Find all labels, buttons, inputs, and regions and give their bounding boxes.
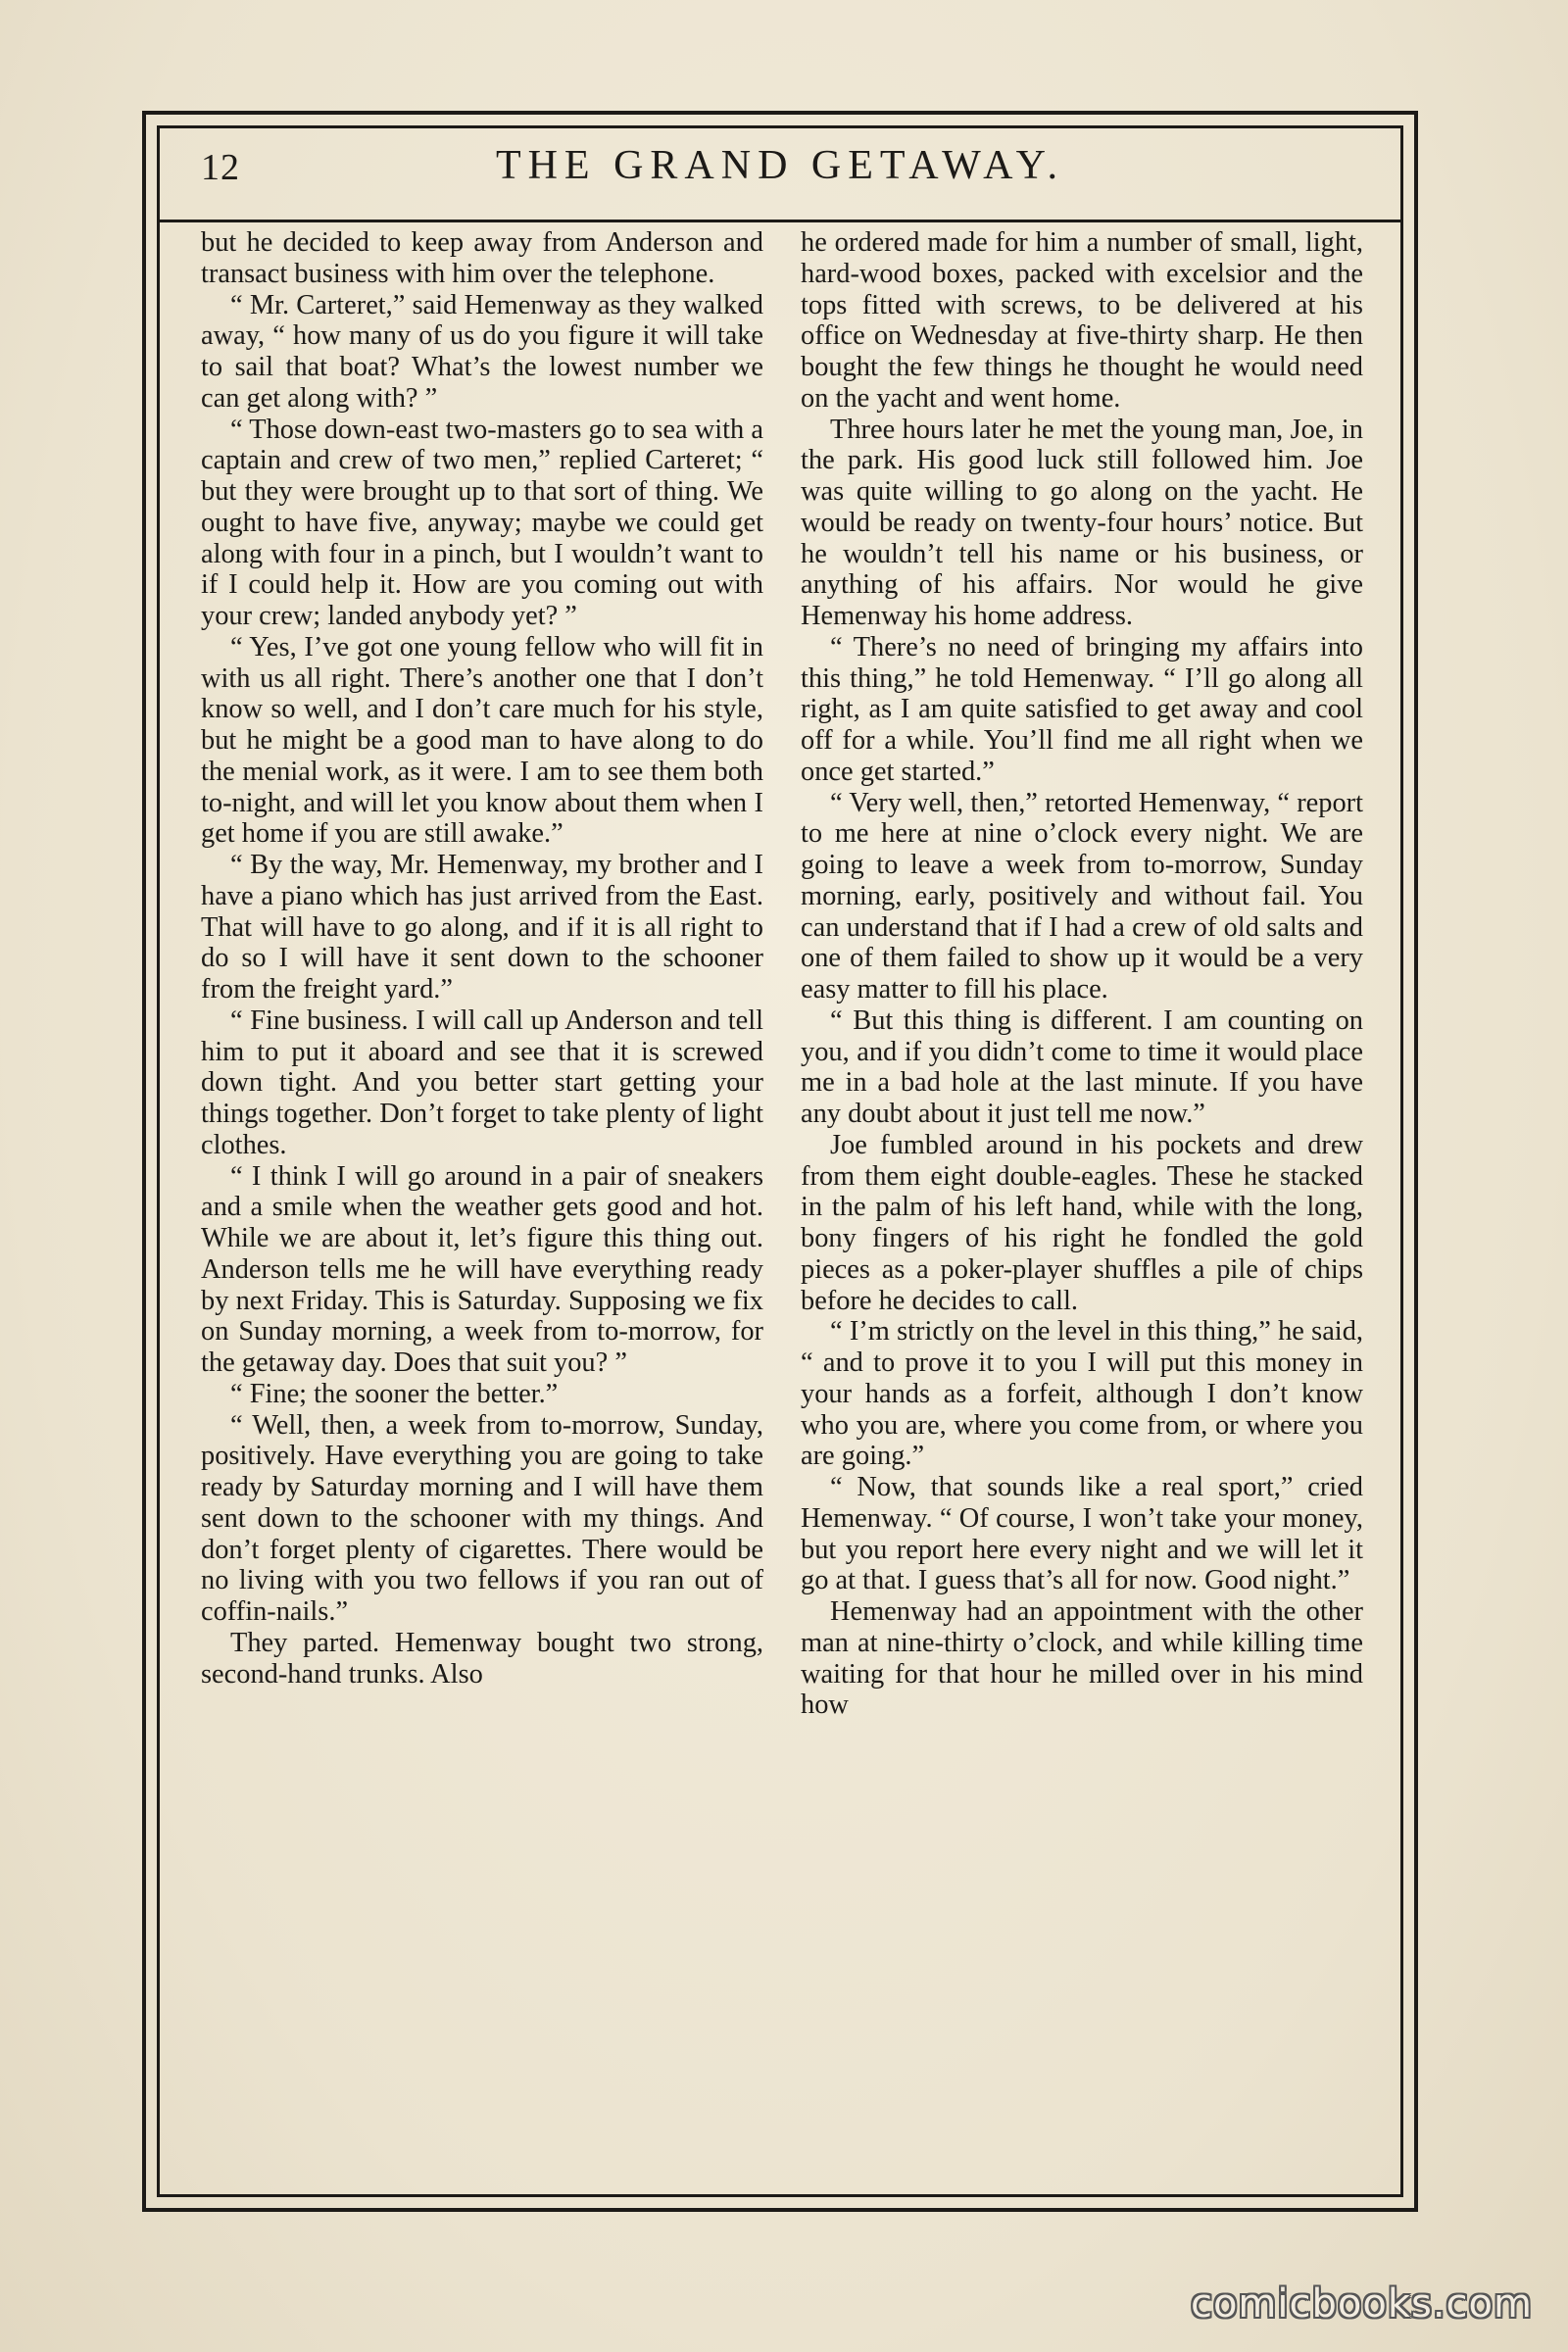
page-number: 12 [201, 147, 240, 188]
paragraph: Joe fumbled around in his pockets and drew from them eight double-eagles. These he stacked in the palm of his left hand, while with the long, bony fingers of his right he fondled the gold pieces as a poker-player shuffles a pile of chips before he decides to call. [801, 1129, 1363, 1316]
paragraph: “ Those down-east two-masters go to sea with a captain and crew of two men,” replied Carteret; “ but they were brought up to that sort of thing. We ought to have five, anyway; maybe we could get along with four in a pinch, but I wouldn’t want to if I could help it. How are you coming out with your crew; landed anybody yet? ” [201, 414, 763, 631]
paragraph: “ Very well, then,” retorted Hemenway, “ report to me here at nine o’clock every night. We are going to leave a week from to-morrow, Sunday morning, early, positively and without fail. You can understand that if I had a crew of old salts and one of them failed to show up it would be a very easy matter to fill his place. [801, 787, 1363, 1004]
paragraph: Three hours later he met the young man, Joe, in the park. His good luck still followed him. Joe was quite willing to go along on the yacht. He would be ready on twenty-four hours’ notice. But he wouldn’t tell his name or his business, or anything of his affairs. Nor would he give Hemenway his home address. [801, 414, 1363, 631]
paragraph: “ But this thing is different. I am counting on you, and if you didn’t come to time it would place me in a bad hole at the last minute. If you have any doubt about it just tell me now.” [801, 1004, 1363, 1129]
paragraph: “ I’m strictly on the level in this thing,” he said, “ and to prove it to you I will put this money in your hands as a forfeit, although I don’t know who you are, where you come from, or where you are going.” [801, 1316, 1363, 1472]
paragraph: he ordered made for him a number of small, light, hard-wood boxes, packed with excelsior and the tops fitted with screws, to be delivered at his office on Wednesday at five-thirty sharp. He then bought the few things he thought he would need on the yacht and went home. [801, 227, 1363, 414]
watermark: comicbooks.com [1190, 2281, 1533, 2327]
paragraph: They parted. Hemenway bought two strong, second-hand trunks. Also [201, 1627, 763, 1690]
paragraph: “ Mr. Carteret,” said Hemenway as they walked away, “ how many of us do you figure it will take to sail that boat? What’s the lowest number we can get along with? ” [201, 289, 763, 414]
paragraph: Hemenway had an appointment with the other man at nine-thirty o’clock, and while killing time waiting for that hour he milled over in his mind how [801, 1596, 1363, 1721]
paragraph: “ Fine; the sooner the better.” [230, 1378, 559, 1409]
left-column [201, 227, 763, 2168]
page-header [160, 128, 1400, 222]
paragraph: “ Well, then, a week from to-morrow, Sunday, positively. Have everything you are going to take ready by Saturday morning and I will have them sent down to the schooner with my things. And don’t forget plenty of cigarettes. There would be no living with you two fellows if you ran out of coffin-nails.” [201, 1409, 763, 1627]
paragraph: “ Now, that sounds like a real sport,” cried Hemenway. “ Of course, I won’t take your money, but you report here every night and we will let it go at that. I guess that’s all for now. Good night.” [801, 1472, 1363, 1596]
paragraph: “ Fine business. I will call up Anderson and tell him to put it aboard and see that it is screwed down tight. And you better start getting your things together. Don’t forget to take plenty of light clothes. [201, 1004, 763, 1160]
paragraph: “ By the way, Mr. Hemenway, my brother and I have a piano which has just arrived from the East. That will have to go along, and if it is all right to do so I will have it sent down to the schooner from the freight yard.” [201, 850, 763, 1004]
paragraph: “ Yes, I’ve got one young fellow who will fit in with us all right. There’s another one that I don’t know so well, and I don’t care much for his style, but he might be a good man to have along to do the menial work, as it were. I am to see them both to-night, and will let you know about them when I get home if you are still awake.” [201, 631, 763, 850]
paragraph: “ There’s no need of bringing my affairs into this thing,” he told Hemenway. “ I’ll go along all right, as I am quite satisfied to get away and cool off for a while. You’ll find me all right when we once get started.” [801, 631, 1363, 787]
running-title: THE GRAND GETAWAY. [495, 143, 1065, 188]
right-column [801, 227, 1363, 2168]
paragraph: but he decided to keep away from Anderson and transact business with him over the telephone. [201, 227, 763, 289]
paragraph: “ I think I will go around in a pair of sneakers and a smile when the weather gets good and hot. While we are about it, let’s figure this thing out. Anderson tells me he will have everything ready by next Friday. This is Saturday. Supposing we fix on Sunday morning, a week from to-morrow, for the getaway day. Does that suit you? ” [201, 1160, 763, 1378]
